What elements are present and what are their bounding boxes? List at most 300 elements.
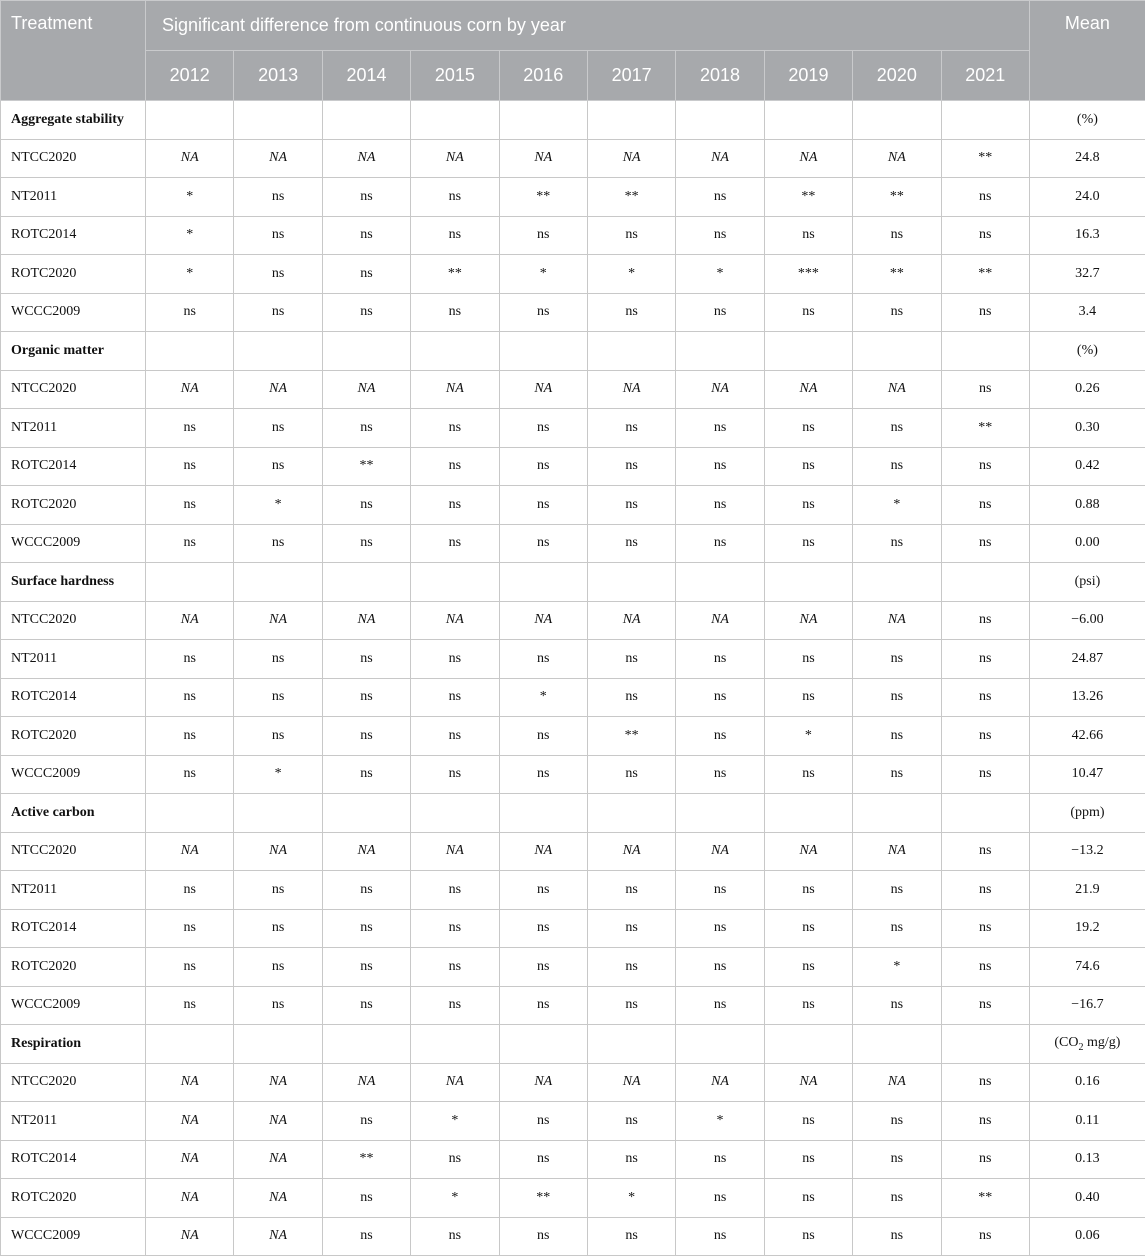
significance-value: **: [536, 189, 550, 204]
empty-cell: [411, 332, 499, 371]
significance-value: NA: [269, 1151, 287, 1166]
significance-value: ns: [272, 920, 284, 935]
significance-cell: [764, 370, 852, 409]
significance-cell: [234, 1179, 322, 1218]
significance-value: ns: [891, 420, 903, 435]
significance-cell: [764, 986, 852, 1025]
empty-cell: [587, 101, 675, 140]
significance-value: NA: [181, 1190, 199, 1205]
significance-cell: [146, 832, 234, 871]
significance-value: ns: [979, 227, 991, 242]
significance-cell: [234, 755, 322, 794]
significance-cell: [411, 255, 499, 294]
significance-cell: [853, 1102, 941, 1141]
significance-cell: [411, 409, 499, 448]
significance-cell: [587, 678, 675, 717]
significance-value: *: [628, 1190, 635, 1205]
significance-value: ns: [449, 304, 461, 319]
significance-cell: [587, 717, 675, 756]
significance-value: ns: [802, 497, 814, 512]
significance-value: ns: [183, 304, 195, 319]
significance-value: NA: [181, 612, 199, 627]
significance-cell: [499, 909, 587, 948]
significance-value: ns: [625, 535, 637, 550]
significance-value: NA: [269, 1190, 287, 1205]
significance-value: NA: [269, 612, 287, 627]
significance-value: NA: [623, 843, 641, 858]
year-header-2020: 2020: [853, 51, 941, 101]
significance-cell: [499, 678, 587, 717]
significance-cell: [764, 486, 852, 525]
significance-cell: [587, 216, 675, 255]
significance-value: ns: [979, 1228, 991, 1243]
unit-suffix: mg/g): [1084, 1035, 1121, 1050]
significance-value: *: [540, 266, 547, 281]
significance-cell: [322, 139, 410, 178]
significance-cell: [941, 216, 1029, 255]
empty-cell: [234, 563, 322, 602]
significance-value: **: [978, 150, 992, 165]
year-header-2013: 2013: [234, 51, 322, 101]
significance-value: ns: [979, 766, 991, 781]
significance-cell: [676, 293, 764, 332]
significance-value: ns: [625, 882, 637, 897]
section-title: Surface hardness: [1, 563, 146, 602]
significance-cell: [941, 871, 1029, 910]
empty-cell: [322, 1025, 410, 1064]
significance-value: *: [186, 227, 193, 242]
significance-value: ns: [449, 535, 461, 550]
significance-cell: [146, 871, 234, 910]
significance-cell: [322, 678, 410, 717]
significance-value: ns: [802, 227, 814, 242]
significance-value: ns: [979, 959, 991, 974]
significance-value: NA: [534, 150, 552, 165]
significance-value: ns: [979, 843, 991, 858]
significance-cell: [146, 370, 234, 409]
significance-cell: [941, 293, 1029, 332]
significance-cell: [322, 871, 410, 910]
significance-value: ns: [449, 420, 461, 435]
significance-cell: [411, 1140, 499, 1179]
table-row: [1, 139, 1145, 178]
significance-value: ns: [537, 304, 549, 319]
significance-cell: [322, 640, 410, 679]
significance-cell: [676, 640, 764, 679]
significance-cell: [764, 678, 852, 717]
significance-value: ns: [714, 959, 726, 974]
mean-value: 0.16: [1029, 1063, 1145, 1102]
significance-cell: [853, 1179, 941, 1218]
significance-value: ***: [798, 266, 819, 281]
treatment-name: ROTC2020: [1, 486, 146, 525]
significance-value: ns: [714, 189, 726, 204]
significance-cell: [322, 370, 410, 409]
significance-cell: [146, 524, 234, 563]
significance-cell: [146, 755, 234, 794]
significance-cell: [941, 178, 1029, 217]
significance-value: ns: [360, 651, 372, 666]
significance-cell: [411, 370, 499, 409]
table-row: [1, 178, 1145, 217]
significance-cell: [853, 640, 941, 679]
significance-cell: [234, 1217, 322, 1256]
significance-value: ns: [449, 920, 461, 935]
table-row: [1, 640, 1145, 679]
significance-cell: [411, 948, 499, 987]
table-row: [1, 871, 1145, 910]
significance-cell: [234, 409, 322, 448]
significance-value: *: [186, 189, 193, 204]
empty-cell: [853, 563, 941, 602]
significance-value: ns: [183, 766, 195, 781]
significance-cell: [499, 178, 587, 217]
treatment-name: ROTC2014: [1, 447, 146, 486]
significance-cell: [587, 986, 675, 1025]
significance-value: NA: [888, 843, 906, 858]
significance-cell: [322, 447, 410, 486]
significance-cell: [499, 524, 587, 563]
year-header-row: [1, 51, 1145, 101]
significance-value: ns: [360, 882, 372, 897]
significance-value: *: [275, 497, 282, 512]
significance-value: ns: [183, 920, 195, 935]
table-row: [1, 909, 1145, 948]
significance-value: ns: [802, 920, 814, 935]
significance-value: **: [801, 189, 815, 204]
treatment-name: ROTC2014: [1, 1140, 146, 1179]
significance-value: ns: [714, 651, 726, 666]
significance-cell: [234, 293, 322, 332]
year-header-2014: 2014: [322, 51, 410, 101]
significance-value: ns: [714, 535, 726, 550]
significance-value: ns: [891, 1228, 903, 1243]
empty-cell: [146, 563, 234, 602]
significance-cell: [146, 909, 234, 948]
significance-value: *: [893, 959, 900, 974]
significance-cell: [587, 178, 675, 217]
significance-value: ns: [360, 689, 372, 704]
treatment-name: ROTC2014: [1, 678, 146, 717]
significance-cell: [587, 640, 675, 679]
empty-cell: [764, 332, 852, 371]
significance-cell: [234, 178, 322, 217]
significance-cell: [764, 524, 852, 563]
treatment-name: WCCC2009: [1, 524, 146, 563]
significance-value: ns: [360, 728, 372, 743]
significance-value: ns: [979, 920, 991, 935]
significance-value: ns: [625, 651, 637, 666]
significance-value: ns: [891, 651, 903, 666]
significance-cell: [587, 409, 675, 448]
significance-cell: [941, 1217, 1029, 1256]
significance-value: ns: [537, 1113, 549, 1128]
significance-cell: [853, 1140, 941, 1179]
significance-cell: [853, 1063, 941, 1102]
empty-cell: [411, 101, 499, 140]
significance-cell: [411, 1102, 499, 1141]
empty-cell: [234, 101, 322, 140]
significance-cell: [941, 909, 1029, 948]
significance-value: ns: [625, 458, 637, 473]
table-row: [1, 293, 1145, 332]
significance-cell: [587, 909, 675, 948]
significance-value: NA: [181, 1228, 199, 1243]
significance-value: ns: [537, 1228, 549, 1243]
significance-value: ns: [802, 458, 814, 473]
empty-cell: [941, 1025, 1029, 1064]
significance-value: NA: [181, 1151, 199, 1166]
empty-cell: [853, 794, 941, 833]
significance-cell: [234, 717, 322, 756]
significance-value: NA: [181, 1113, 199, 1128]
section-header-row: [1, 794, 1145, 833]
significance-value: ns: [272, 997, 284, 1012]
empty-cell: [941, 332, 1029, 371]
significance-cell: [146, 640, 234, 679]
significance-cell: [587, 1179, 675, 1218]
significance-value: ns: [625, 997, 637, 1012]
significance-cell: [411, 832, 499, 871]
significance-value: ns: [625, 420, 637, 435]
significance-cell: [499, 255, 587, 294]
significance-cell: [146, 986, 234, 1025]
significance-value: ns: [802, 689, 814, 704]
significance-cell: [764, 717, 852, 756]
significance-cell: [411, 216, 499, 255]
significance-cell: [587, 601, 675, 640]
significance-cell: [322, 524, 410, 563]
empty-cell: [587, 794, 675, 833]
empty-cell: [853, 1025, 941, 1064]
treatment-name: NTCC2020: [1, 832, 146, 871]
year-header-2016: 2016: [499, 51, 587, 101]
empty-cell: [146, 101, 234, 140]
significance-value: *: [540, 689, 547, 704]
mean-value: 19.2: [1029, 909, 1145, 948]
significance-cell: [146, 178, 234, 217]
significance-cell: [587, 1217, 675, 1256]
empty-cell: [941, 794, 1029, 833]
significance-cell: [853, 986, 941, 1025]
empty-cell: [499, 1025, 587, 1064]
significance-value: ns: [625, 1113, 637, 1128]
significance-value: ns: [802, 420, 814, 435]
significance-value: NA: [799, 150, 817, 165]
significance-cell: [853, 447, 941, 486]
significance-cell: [322, 1102, 410, 1141]
treatment-name: WCCC2009: [1, 755, 146, 794]
significance-value: ns: [625, 959, 637, 974]
significance-cell: [411, 1217, 499, 1256]
empty-cell: [322, 332, 410, 371]
empty-cell: [764, 563, 852, 602]
significance-value: ns: [183, 535, 195, 550]
section-title: Aggregate stability: [1, 101, 146, 140]
empty-cell: [234, 332, 322, 371]
significance-cell: [146, 139, 234, 178]
significance-cell: [411, 601, 499, 640]
significance-cell: [941, 1179, 1029, 1218]
significance-value: ns: [979, 882, 991, 897]
significance-value: ns: [802, 766, 814, 781]
significance-value: **: [359, 458, 373, 473]
significance-value: ns: [449, 227, 461, 242]
significance-cell: [587, 370, 675, 409]
significance-cell: [853, 948, 941, 987]
significance-value: **: [978, 1190, 992, 1205]
significance-cell: [587, 1102, 675, 1141]
significance-value: ns: [360, 997, 372, 1012]
significance-cell: [676, 1102, 764, 1141]
mean-value: 21.9: [1029, 871, 1145, 910]
significance-value: NA: [446, 381, 464, 396]
significance-value: NA: [269, 1228, 287, 1243]
significance-value: ns: [802, 997, 814, 1012]
significance-cell: [234, 1063, 322, 1102]
table-body: [1, 101, 1145, 1256]
significance-value: ns: [979, 997, 991, 1012]
significance-cell: [941, 601, 1029, 640]
significance-value: NA: [358, 1074, 376, 1089]
treatment-name: NTCC2020: [1, 370, 146, 409]
significance-value: NA: [269, 150, 287, 165]
empty-cell: [587, 1025, 675, 1064]
significance-value: ns: [183, 497, 195, 512]
table-row: [1, 409, 1145, 448]
significance-cell: [587, 524, 675, 563]
table-row: [1, 370, 1145, 409]
significance-cell: [234, 486, 322, 525]
significance-cell: [411, 640, 499, 679]
significance-value: ns: [802, 1151, 814, 1166]
significance-cell: [322, 486, 410, 525]
significance-value: *: [717, 1113, 724, 1128]
significance-value: **: [536, 1190, 550, 1205]
significance-value: ns: [625, 1228, 637, 1243]
significance-value: ns: [537, 766, 549, 781]
treatment-name: WCCC2009: [1, 986, 146, 1025]
significance-cell: [499, 601, 587, 640]
significance-cell: [146, 1140, 234, 1179]
table-row: [1, 1102, 1145, 1141]
significance-value: ns: [183, 728, 195, 743]
significance-value: ns: [449, 766, 461, 781]
section-unit: (psi): [1029, 563, 1145, 602]
significance-value: NA: [358, 843, 376, 858]
significance-value: NA: [711, 612, 729, 627]
section-header-row: [1, 1025, 1145, 1064]
significance-value: ns: [360, 1113, 372, 1128]
significance-cell: [853, 717, 941, 756]
significance-cell: [499, 1179, 587, 1218]
significance-value: NA: [269, 381, 287, 396]
significance-cell: [941, 640, 1029, 679]
significance-value: ns: [802, 1113, 814, 1128]
significance-value: ns: [537, 997, 549, 1012]
significance-cell: [676, 370, 764, 409]
significance-value: ns: [714, 997, 726, 1012]
significance-cell: [411, 1179, 499, 1218]
significance-cell: [764, 1179, 852, 1218]
section-header-row: [1, 101, 1145, 140]
significance-cell: [676, 717, 764, 756]
significance-value: ns: [625, 497, 637, 512]
significance-value: ns: [183, 651, 195, 666]
significance-cell: [676, 601, 764, 640]
significance-cell: [411, 293, 499, 332]
significance-value: NA: [888, 381, 906, 396]
significance-cell: [322, 1063, 410, 1102]
mean-value: 0.42: [1029, 447, 1145, 486]
significance-value: ns: [360, 304, 372, 319]
significance-cell: [146, 1179, 234, 1218]
significance-value: ns: [714, 1190, 726, 1205]
significance-value: ns: [537, 882, 549, 897]
significance-cell: [411, 986, 499, 1025]
significance-cell: [234, 370, 322, 409]
significance-cell: [322, 409, 410, 448]
significance-cell: [411, 524, 499, 563]
significance-cell: [764, 139, 852, 178]
significance-cell: [764, 255, 852, 294]
table-row: [1, 486, 1145, 525]
section-unit: [1029, 1025, 1145, 1064]
significance-cell: [941, 409, 1029, 448]
empty-cell: [322, 794, 410, 833]
significance-value: ns: [979, 1113, 991, 1128]
significance-value: ns: [979, 535, 991, 550]
significance-cell: [499, 1063, 587, 1102]
significance-value: ns: [183, 420, 195, 435]
significance-value: NA: [269, 843, 287, 858]
significance-value: NA: [446, 612, 464, 627]
significance-cell: [853, 1217, 941, 1256]
significance-cell: [234, 832, 322, 871]
significance-value: ns: [272, 535, 284, 550]
significance-cell: [764, 1102, 852, 1141]
significance-value: NA: [269, 1113, 287, 1128]
significance-cell: [676, 1063, 764, 1102]
significance-value: NA: [181, 150, 199, 165]
section-unit: (ppm): [1029, 794, 1145, 833]
empty-cell: [499, 332, 587, 371]
table-row: [1, 216, 1145, 255]
significance-value: ns: [714, 920, 726, 935]
significance-value: ns: [979, 1074, 991, 1089]
empty-cell: [941, 563, 1029, 602]
significance-cell: [322, 1179, 410, 1218]
significance-value: ns: [891, 1113, 903, 1128]
empty-cell: [941, 101, 1029, 140]
table-row: [1, 255, 1145, 294]
mean-value: −16.7: [1029, 986, 1145, 1025]
significance-cell: [587, 486, 675, 525]
significance-value: ns: [891, 1151, 903, 1166]
significance-cell: [322, 755, 410, 794]
significance-value: ns: [537, 959, 549, 974]
significance-cell: [941, 1140, 1029, 1179]
mean-value: 24.8: [1029, 139, 1145, 178]
significance-cell: [941, 370, 1029, 409]
significance-cell: [676, 1140, 764, 1179]
empty-cell: [499, 563, 587, 602]
significance-cell: [587, 871, 675, 910]
section-title: Active carbon: [1, 794, 146, 833]
significance-value: ns: [625, 304, 637, 319]
significance-cell: [941, 139, 1029, 178]
significance-cell: [676, 871, 764, 910]
